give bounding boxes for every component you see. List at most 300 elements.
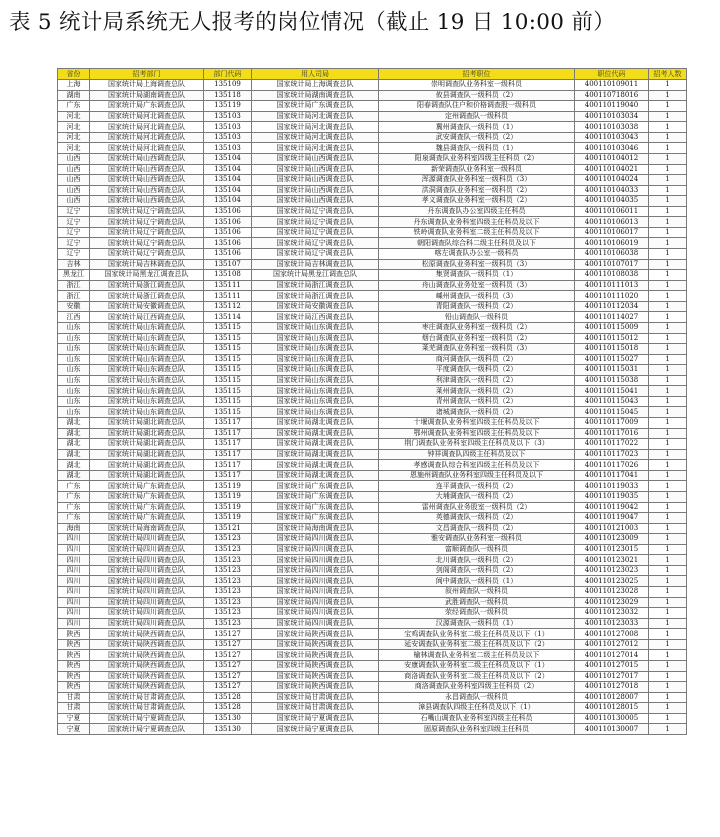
cell-province: 山东 — [58, 354, 90, 365]
table-row — [58, 629, 687, 640]
table-row — [58, 101, 687, 112]
cell-headcount: 1 — [649, 206, 687, 217]
cell-department-code: 135115 — [204, 344, 252, 355]
cell-province: 湖北 — [58, 460, 90, 471]
cell-headcount: 1 — [649, 396, 687, 407]
cell-headcount: 1 — [649, 132, 687, 143]
cell-department: 国家统计局陕西调查总队 — [90, 682, 204, 693]
table-row — [58, 122, 687, 133]
cell-department-code: 135115 — [204, 396, 252, 407]
cell-position: 安康调查队业务科室二级主任科员及以下（1） — [379, 660, 575, 671]
cell-headcount: 1 — [649, 618, 687, 629]
cell-employing-bureau: 国家统计局河北调查总队 — [252, 111, 379, 122]
cell-headcount: 1 — [649, 375, 687, 386]
cell-department: 国家统计局辽宁调查总队 — [90, 249, 204, 260]
table-row — [58, 175, 687, 186]
cell-department-code: 135117 — [204, 470, 252, 481]
table-row — [58, 153, 687, 164]
cell-employing-bureau: 国家统计局河北调查总队 — [252, 132, 379, 143]
table-row — [58, 703, 687, 714]
cell-department-code: 135118 — [204, 90, 252, 101]
cell-position-code: 400110128015 — [575, 703, 649, 714]
cell-employing-bureau: 国家统计局海南调查总队 — [252, 523, 379, 534]
cell-department-code: 135117 — [204, 418, 252, 429]
cell-province: 湖南 — [58, 90, 90, 101]
table-row — [58, 502, 687, 513]
cell-position-code: 400110123015 — [575, 544, 649, 555]
cell-department-code: 135123 — [204, 608, 252, 619]
cell-headcount: 1 — [649, 280, 687, 291]
cell-position: 剑阁调查队一级科员（2） — [379, 565, 575, 576]
cell-position-code: 400110123009 — [575, 534, 649, 545]
cell-department: 国家统计局湖南调查总队 — [90, 90, 204, 101]
table-row — [58, 80, 687, 91]
cell-department: 国家统计局山西调查总队 — [90, 153, 204, 164]
cell-employing-bureau: 国家统计局四川调查总队 — [252, 555, 379, 566]
cell-position: 富顺调查队一级科员 — [379, 544, 575, 555]
cell-department-code: 135115 — [204, 354, 252, 365]
cell-department: 国家统计局山西调查总队 — [90, 196, 204, 207]
cell-department-code: 135127 — [204, 650, 252, 661]
cell-position: 洪洞调查队业务科室一级科员（2） — [379, 185, 575, 196]
cell-position-code: 400110127014 — [575, 650, 649, 661]
cell-department: 国家统计局江西调查总队 — [90, 312, 204, 323]
cell-position: 莱州调查队一级科员（2） — [379, 386, 575, 397]
cell-position: 永昌调查队一级科员 — [379, 692, 575, 703]
cell-department-code: 135119 — [204, 101, 252, 112]
cell-position: 莱芜调查队业务科室一级科员（3） — [379, 344, 575, 355]
cell-employing-bureau: 国家统计局广东调查总队 — [252, 481, 379, 492]
cell-province: 陕西 — [58, 660, 90, 671]
cell-position: 鄂州调查队业务科室四级主任科员及以下 — [379, 428, 575, 439]
cell-headcount: 1 — [649, 513, 687, 524]
table-row — [58, 249, 687, 260]
cell-position: 朝阳调查队综合科二级主任科员及以下 — [379, 238, 575, 249]
cell-position-code: 400110115043 — [575, 396, 649, 407]
cell-department-code: 135106 — [204, 238, 252, 249]
cell-department-code: 135130 — [204, 713, 252, 724]
table-row — [58, 143, 687, 154]
cell-department: 国家统计局湖北调查总队 — [90, 470, 204, 481]
table-row — [58, 354, 687, 365]
cell-department: 国家统计局广东调查总队 — [90, 481, 204, 492]
table-row — [58, 671, 687, 682]
cell-province: 甘肃 — [58, 692, 90, 703]
cell-department: 国家统计局河北调查总队 — [90, 143, 204, 154]
cell-position-code: 400110111020 — [575, 291, 649, 302]
cell-province: 四川 — [58, 608, 90, 619]
table-row — [58, 238, 687, 249]
cell-headcount: 1 — [649, 80, 687, 91]
table-row — [58, 544, 687, 555]
cell-position-code: 400110123021 — [575, 555, 649, 566]
cell-province: 上海 — [58, 80, 90, 91]
cell-department: 国家统计局四川调查总队 — [90, 544, 204, 555]
cell-department-code: 135115 — [204, 333, 252, 344]
cell-position: 汉源调查队一级科员（1） — [379, 618, 575, 629]
cell-province: 湖北 — [58, 418, 90, 429]
cell-position-code: 400110117023 — [575, 449, 649, 460]
cell-province: 山西 — [58, 153, 90, 164]
cell-position: 诸城调查队一级科员（2） — [379, 407, 575, 418]
cell-headcount: 1 — [649, 534, 687, 545]
cell-department: 国家统计局四川调查总队 — [90, 534, 204, 545]
table-row — [58, 227, 687, 238]
table-row — [58, 301, 687, 312]
cell-department: 国家统计局辽宁调查总队 — [90, 206, 204, 217]
cell-headcount: 1 — [649, 692, 687, 703]
table-row — [58, 449, 687, 460]
cell-province: 四川 — [58, 544, 90, 555]
cell-department: 国家统计局甘肃调查总队 — [90, 703, 204, 714]
cell-headcount: 1 — [649, 365, 687, 376]
cell-headcount: 1 — [649, 344, 687, 355]
cell-position: 魏县调查队一级科员（1） — [379, 143, 575, 154]
cell-province: 吉林 — [58, 259, 90, 270]
cell-employing-bureau: 国家统计局山东调查总队 — [252, 375, 379, 386]
cell-headcount: 1 — [649, 491, 687, 502]
cell-department: 国家统计局山东调查总队 — [90, 407, 204, 418]
cell-department: 国家统计局四川调查总队 — [90, 576, 204, 587]
cell-headcount: 1 — [649, 639, 687, 650]
cell-position-code: 400110112034 — [575, 301, 649, 312]
cell-headcount: 1 — [649, 249, 687, 260]
header-employing-bureau: 用人司局 — [252, 69, 379, 80]
table-row — [58, 491, 687, 502]
cell-department: 国家统计局广东调查总队 — [90, 101, 204, 112]
cell-department-code: 135117 — [204, 460, 252, 471]
cell-position: 大埔调查队一级科员（2） — [379, 491, 575, 502]
cell-department: 国家统计局湖北调查总队 — [90, 439, 204, 450]
cell-department: 国家统计局陕西调查总队 — [90, 650, 204, 661]
cell-department-code: 135127 — [204, 682, 252, 693]
cell-position: 宝鸡调查队业务科室二级主任科员及以下（1） — [379, 629, 575, 640]
cell-department-code: 135115 — [204, 365, 252, 376]
cell-province: 陕西 — [58, 629, 90, 640]
cell-department-code: 135114 — [204, 312, 252, 323]
cell-headcount: 1 — [649, 322, 687, 333]
cell-headcount: 1 — [649, 682, 687, 693]
cell-province: 辽宁 — [58, 206, 90, 217]
cell-headcount: 1 — [649, 565, 687, 576]
cell-employing-bureau: 国家统计局山东调查总队 — [252, 344, 379, 355]
cell-department-code: 135108 — [204, 270, 252, 281]
cell-headcount: 1 — [649, 90, 687, 101]
cell-employing-bureau: 国家统计局辽宁调查总队 — [252, 249, 379, 260]
cell-employing-bureau: 国家统计局山东调查总队 — [252, 365, 379, 376]
cell-department: 国家统计局山东调查总队 — [90, 386, 204, 397]
cell-employing-bureau: 国家统计局陕西调查总队 — [252, 671, 379, 682]
cell-headcount: 1 — [649, 407, 687, 418]
cell-headcount: 1 — [649, 713, 687, 724]
cell-headcount: 1 — [649, 153, 687, 164]
cell-position-code: 400110127008 — [575, 629, 649, 640]
cell-employing-bureau: 国家统计局广东调查总队 — [252, 513, 379, 524]
cell-department-code: 135112 — [204, 301, 252, 312]
table-row — [58, 90, 687, 101]
cell-province: 山西 — [58, 185, 90, 196]
cell-headcount: 1 — [649, 724, 687, 735]
table-row — [58, 682, 687, 693]
cell-headcount: 1 — [649, 502, 687, 513]
cell-headcount: 1 — [649, 354, 687, 365]
cell-province: 山西 — [58, 175, 90, 186]
cell-employing-bureau: 国家统计局辽宁调查总队 — [252, 227, 379, 238]
cell-position-code: 400110115012 — [575, 333, 649, 344]
table-row — [58, 111, 687, 122]
cell-province: 山东 — [58, 407, 90, 418]
cell-department-code: 135106 — [204, 227, 252, 238]
table-row — [58, 576, 687, 587]
cell-province: 山东 — [58, 322, 90, 333]
cell-department-code: 135117 — [204, 439, 252, 450]
cell-department: 国家统计局四川调查总队 — [90, 587, 204, 598]
cell-position-code: 400110104033 — [575, 185, 649, 196]
cell-department: 国家统计局山东调查总队 — [90, 322, 204, 333]
cell-province: 辽宁 — [58, 217, 90, 228]
cell-province: 浙江 — [58, 280, 90, 291]
cell-department-code: 135123 — [204, 587, 252, 598]
cell-headcount: 1 — [649, 544, 687, 555]
cell-employing-bureau: 国家统计局山西调查总队 — [252, 196, 379, 207]
cell-headcount: 1 — [649, 227, 687, 238]
table-header-row — [58, 69, 687, 80]
table-row — [58, 270, 687, 281]
cell-position: 青州调查队一级科员（2） — [379, 396, 575, 407]
cell-position-code: 400110130007 — [575, 724, 649, 735]
cell-department-code: 135117 — [204, 428, 252, 439]
cell-department-code: 135104 — [204, 196, 252, 207]
cell-department-code: 135103 — [204, 111, 252, 122]
cell-department: 国家统计局山东调查总队 — [90, 375, 204, 386]
cell-province: 浙江 — [58, 291, 90, 302]
cell-position-code: 400110115027 — [575, 354, 649, 365]
table-row — [58, 386, 687, 397]
cell-department: 国家统计局山西调查总队 — [90, 185, 204, 196]
cell-department: 国家统计局海南调查总队 — [90, 523, 204, 534]
cell-position: 漳县调查队四级主任科员及以下（1） — [379, 703, 575, 714]
cell-department-code: 135106 — [204, 217, 252, 228]
cell-headcount: 1 — [649, 122, 687, 133]
cell-position: 恩施州调查队业务科室四级主任科员及以下 — [379, 470, 575, 481]
cell-department-code: 135127 — [204, 629, 252, 640]
table-row — [58, 470, 687, 481]
cell-employing-bureau: 国家统计局四川调查总队 — [252, 608, 379, 619]
cell-position: 石嘴山调查队业务科室四级主任科员 — [379, 713, 575, 724]
cell-headcount: 1 — [649, 164, 687, 175]
cell-position: 阳泉调查队业务科室四级主任科员（2） — [379, 153, 575, 164]
cell-province: 山东 — [58, 396, 90, 407]
cell-department-code: 135123 — [204, 555, 252, 566]
cell-province: 安徽 — [58, 301, 90, 312]
cell-province: 陕西 — [58, 650, 90, 661]
cell-province: 河北 — [58, 143, 90, 154]
cell-headcount: 1 — [649, 217, 687, 228]
cell-employing-bureau: 国家统计局辽宁调查总队 — [252, 206, 379, 217]
cell-department-code: 135123 — [204, 576, 252, 587]
cell-department: 国家统计局山西调查总队 — [90, 175, 204, 186]
cell-department-code: 135127 — [204, 639, 252, 650]
cell-headcount: 1 — [649, 481, 687, 492]
cell-position-code: 400110103046 — [575, 143, 649, 154]
cell-department-code: 135103 — [204, 132, 252, 143]
cell-position-code: 400110127012 — [575, 639, 649, 650]
cell-position-code: 400110117009 — [575, 418, 649, 429]
table-row — [58, 259, 687, 270]
cell-position-code: 400110119035 — [575, 491, 649, 502]
table-row — [58, 132, 687, 143]
cell-department-code: 135117 — [204, 449, 252, 460]
cell-position: 喀左调查队办公室一级科员 — [379, 249, 575, 260]
cell-position: 英德调查队一级科员（2） — [379, 513, 575, 524]
cell-position-code: 400110111013 — [575, 280, 649, 291]
cell-province: 辽宁 — [58, 227, 90, 238]
table-row — [58, 660, 687, 671]
cell-position-code: 400110104024 — [575, 175, 649, 186]
cell-department: 国家统计局宁夏调查总队 — [90, 724, 204, 735]
cell-employing-bureau: 国家统计局四川调查总队 — [252, 587, 379, 598]
cell-employing-bureau: 国家统计局湖北调查总队 — [252, 428, 379, 439]
table-row — [58, 396, 687, 407]
cell-employing-bureau: 国家统计局湖北调查总队 — [252, 418, 379, 429]
cell-position: 攸县调查队一级科员（2） — [379, 90, 575, 101]
table-row — [58, 713, 687, 724]
cell-position-code: 400110106038 — [575, 249, 649, 260]
cell-position-code: 400110104035 — [575, 196, 649, 207]
cell-headcount: 1 — [649, 470, 687, 481]
cell-province: 四川 — [58, 565, 90, 576]
cell-headcount: 1 — [649, 449, 687, 460]
cell-employing-bureau: 国家统计局山东调查总队 — [252, 322, 379, 333]
cell-employing-bureau: 国家统计局辽宁调查总队 — [252, 217, 379, 228]
cell-province: 山东 — [58, 365, 90, 376]
vacancy-table — [57, 68, 687, 735]
cell-position-code: 400110123028 — [575, 587, 649, 598]
table-row — [58, 185, 687, 196]
cell-department: 国家统计局湖北调查总队 — [90, 460, 204, 471]
cell-position-code: 400110127015 — [575, 660, 649, 671]
table-row — [58, 344, 687, 355]
cell-position-code: 400110107017 — [575, 259, 649, 270]
cell-headcount: 1 — [649, 101, 687, 112]
cell-employing-bureau: 国家统计局山西调查总队 — [252, 153, 379, 164]
cell-employing-bureau: 国家统计局河北调查总队 — [252, 143, 379, 154]
cell-employing-bureau: 国家统计局浙江调查总队 — [252, 291, 379, 302]
cell-province: 山东 — [58, 333, 90, 344]
cell-headcount: 1 — [649, 608, 687, 619]
cell-employing-bureau: 国家统计局广东调查总队 — [252, 502, 379, 513]
cell-province: 宁夏 — [58, 724, 90, 735]
cell-position-code: 400110115045 — [575, 407, 649, 418]
table-row — [58, 650, 687, 661]
cell-headcount: 1 — [649, 238, 687, 249]
cell-position: 新荣调查队业务科室一级科员 — [379, 164, 575, 175]
table-row — [58, 312, 687, 323]
table-row — [58, 407, 687, 418]
header-department: 招考部门 — [90, 69, 204, 80]
cell-headcount: 1 — [649, 650, 687, 661]
cell-employing-bureau: 国家统计局四川调查总队 — [252, 597, 379, 608]
cell-employing-bureau: 国家统计局陕西调查总队 — [252, 639, 379, 650]
cell-department-code: 135128 — [204, 692, 252, 703]
cell-province: 海南 — [58, 523, 90, 534]
cell-department: 国家统计局宁夏调查总队 — [90, 713, 204, 724]
cell-department-code: 135104 — [204, 164, 252, 175]
cell-department-code: 135104 — [204, 153, 252, 164]
cell-position-code: 400110115038 — [575, 375, 649, 386]
cell-employing-bureau: 国家统计局湖北调查总队 — [252, 460, 379, 471]
cell-position: 雷州调查队业务股室一级科员（2） — [379, 502, 575, 513]
cell-province: 陕西 — [58, 671, 90, 682]
cell-department: 国家统计局河北调查总队 — [90, 111, 204, 122]
cell-employing-bureau: 国家统计局浙江调查总队 — [252, 280, 379, 291]
table-row — [58, 280, 687, 291]
cell-department-code: 135104 — [204, 185, 252, 196]
cell-employing-bureau: 国家统计局辽宁调查总队 — [252, 238, 379, 249]
cell-province: 陕西 — [58, 639, 90, 650]
cell-headcount: 1 — [649, 660, 687, 671]
cell-headcount: 1 — [649, 576, 687, 587]
table-row — [58, 513, 687, 524]
cell-department: 国家统计局河北调查总队 — [90, 132, 204, 143]
cell-position-code: 400110104012 — [575, 153, 649, 164]
cell-position: 孝感调查队综合科室四级主任科员及以下 — [379, 460, 575, 471]
cell-province: 湖北 — [58, 449, 90, 460]
cell-department-code: 135121 — [204, 523, 252, 534]
cell-headcount: 1 — [649, 671, 687, 682]
cell-department-code: 135106 — [204, 206, 252, 217]
table-row — [58, 724, 687, 735]
cell-employing-bureau: 国家统计局四川调查总队 — [252, 618, 379, 629]
cell-department: 国家统计局浙江调查总队 — [90, 280, 204, 291]
cell-position: 嵊州调查队一级科员（3） — [379, 291, 575, 302]
cell-position: 阆中调查队一级科员（1） — [379, 576, 575, 587]
cell-employing-bureau: 国家统计局四川调查总队 — [252, 534, 379, 545]
cell-position-code: 400110123032 — [575, 608, 649, 619]
cell-position: 定州调查队一级科员 — [379, 111, 575, 122]
cell-headcount: 1 — [649, 333, 687, 344]
cell-position-code: 400110119047 — [575, 513, 649, 524]
cell-department: 国家统计局陕西调查总队 — [90, 639, 204, 650]
cell-province: 湖北 — [58, 439, 90, 450]
cell-headcount: 1 — [649, 301, 687, 312]
cell-headcount: 1 — [649, 597, 687, 608]
cell-position: 舟山调查队业务处室一级科员（3） — [379, 280, 575, 291]
cell-headcount: 1 — [649, 629, 687, 640]
cell-position: 青阳调查队一级科员（2） — [379, 301, 575, 312]
cell-department: 国家统计局安徽调查总队 — [90, 301, 204, 312]
cell-employing-bureau: 国家统计局山东调查总队 — [252, 396, 379, 407]
table-row — [58, 597, 687, 608]
cell-employing-bureau: 国家统计局宁夏调查总队 — [252, 713, 379, 724]
cell-employing-bureau: 国家统计局山东调查总队 — [252, 354, 379, 365]
cell-province: 山东 — [58, 386, 90, 397]
table-row — [58, 481, 687, 492]
cell-position: 文昌调查队一级科员（2） — [379, 523, 575, 534]
cell-department-code: 135107 — [204, 259, 252, 270]
cell-department-code: 135119 — [204, 502, 252, 513]
cell-position: 北川调查队一级科员（2） — [379, 555, 575, 566]
cell-province: 山西 — [58, 164, 90, 175]
cell-position: 商河调查队一级科员（2） — [379, 354, 575, 365]
cell-position: 冀州调查队一级科员（1） — [379, 122, 575, 133]
cell-headcount: 1 — [649, 175, 687, 186]
cell-position-code: 400110130005 — [575, 713, 649, 724]
cell-employing-bureau: 国家统计局陕西调查总队 — [252, 629, 379, 640]
table-row — [58, 618, 687, 629]
cell-employing-bureau: 国家统计局广东调查总队 — [252, 101, 379, 112]
cell-position: 阳春调查队住户和价格调查股一级科员 — [379, 101, 575, 112]
